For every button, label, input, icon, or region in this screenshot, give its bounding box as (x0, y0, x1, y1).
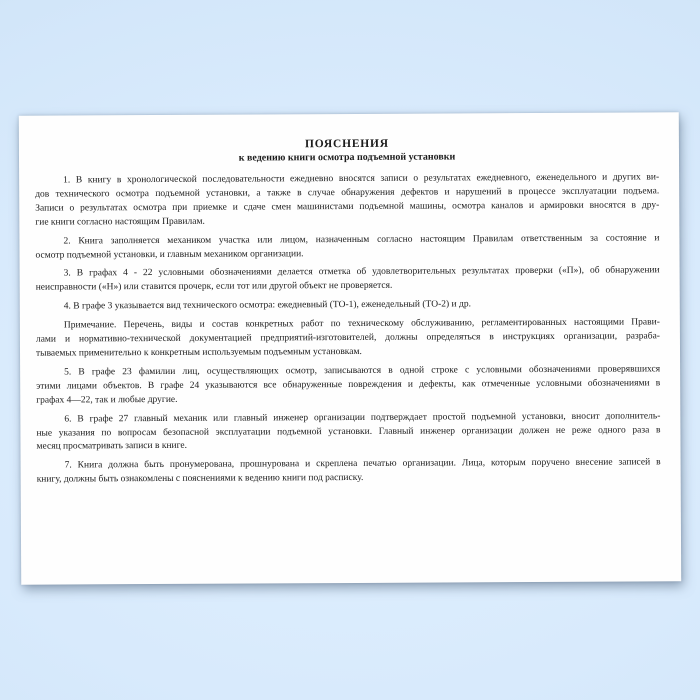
paragraph (35, 171, 659, 230)
text-line: этими лицами объектов. В графе 24 указываются все обнаруженные повреждения и дефекты, как отмеченные условными обозначениями в (36, 378, 661, 392)
text-line: месяц просматривать записи в книге. (36, 441, 187, 453)
paragraph (36, 410, 660, 455)
document-body (35, 171, 661, 487)
paragraph (36, 317, 660, 362)
text-line: тываемых применительно к конкретным используемым подъемным установкам. (35, 346, 362, 359)
text-line: гие книги согласно настоящим Правилам. (35, 216, 205, 228)
text-line: 1. В книгу в хронологической последовательности ежедневно вносятся записи о результатах ежедневного, еженедельного и других ви- (63, 172, 660, 186)
paragraph (36, 265, 660, 296)
paragraph (36, 363, 660, 408)
text-line: 6. В графе 27 главный механик или главный инженер организации подтверждает простой подъемной установки, вносит дополнитель- (64, 410, 661, 425)
document-title: ПОЯСНЕНИЯ (304, 137, 389, 151)
text-line: Записи о результатах осмотра при приемке и сдаче смен машинистами подъемной машины, осмотра каналов и армировки вносятся в дру- (35, 200, 660, 214)
text-line: графах 4—22, так и любые другие. (36, 394, 178, 406)
text-line: 7. Книга должна быть пронумерована, прошнурована и скреплена печатью организации. Лица, которым поручено внесение записей в (64, 457, 661, 471)
text-line: 5. В графе 23 фамилии лиц, осуществляющих осмотр, записываются в одной строке с условными обозначениями проверявшихся (64, 364, 661, 378)
text-line: неисправности («Н») или ставится прочерк, если тот или другой объект не проверяется. (35, 281, 393, 293)
text-line: осмотр подъемной установки, и главным механиком организации. (35, 248, 304, 261)
paragraph (37, 457, 661, 488)
text-line: ные указания по вопросам безопасной эксплуатации подъемной установки. Главный инженер организации должен не реже одного раза в (36, 424, 661, 439)
text-line: 2. Книга заполняется механиком участка или лицом, назначенным согласно настоящим Правилам ответственным за состояние и (63, 233, 660, 247)
text-line: 4. В графе 3 указывается вид технического осмотра: ежедневный (ТО-1), еженедельный (ТО-2) и др. (63, 299, 471, 312)
text-line: Примечание. Перечень, виды и состав конкретных работ по техническому обслуживанию, регламентированных настоящими Прави- (63, 317, 660, 331)
text-line: книгу, должны быть ознакомлены с пояснениями к ведению книги под расписку. (36, 473, 364, 485)
paragraph (36, 298, 660, 315)
text-line: дов технического осмотра подъемной установки, а также в случае обнаружения дефектов и нарушений в процессе эксплуатации подъема. (35, 186, 660, 200)
text-line: лами и нормативно-технической документацией предприятий-изготовителей, должны определяться в инструкциях организации, разраба- (35, 331, 660, 345)
document-page (19, 112, 681, 584)
document-subtitle: к ведению книги осмотра подъемной установки (238, 151, 456, 164)
paragraph (35, 232, 659, 263)
text-line: 3. В графах 4 - 22 условными обозначениями делается отметка об удовлетворительных результатах проверки («П»), об обнаружении (63, 265, 660, 279)
